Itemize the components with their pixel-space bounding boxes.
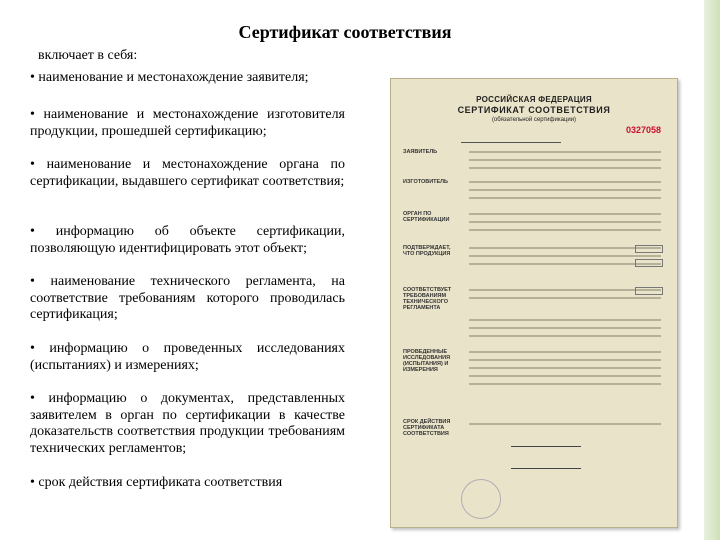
list-item (30, 70, 345, 87)
section-label: ПОДТВЕРЖДАЕТ, ЧТО ПРОДУКЦИЯ (403, 245, 451, 257)
code-box (635, 287, 663, 295)
signature-line (511, 435, 581, 447)
intro-text: включает в себя: (38, 48, 138, 63)
text-line (469, 327, 661, 329)
text-line (469, 383, 661, 385)
text-line (469, 151, 661, 153)
text-line (469, 289, 661, 291)
certificate-number-line (461, 133, 561, 143)
bullet-text: • наименование и местонахождение заявителя; (30, 70, 309, 85)
certificate-content (401, 87, 667, 519)
list-item (30, 391, 345, 457)
section-label: СООТВЕТСТВУЕТ ТРЕБОВАНИЯМ ТЕХНИЧЕСКОГО РЕГЛАМЕНТА (403, 287, 452, 311)
text-line (469, 319, 661, 321)
text-line (469, 255, 661, 257)
text-line (469, 229, 661, 231)
bullet-text: • информацию о документах, представленных заявителем в орган по сертификации в качестве доказательств соответствия продукции требованиям технических регламентов; (30, 391, 345, 456)
text-line (469, 335, 661, 337)
bullet-text: • срок действия сертификата соответствия (30, 475, 282, 490)
section-label: ЗАЯВИТЕЛЬ (403, 149, 438, 155)
signature-line (511, 457, 581, 469)
text-line (469, 197, 661, 199)
certificate-subtitle: (обязательной сертификации) (491, 117, 577, 123)
bullet-text: • наименование технического регламента, на соответствие требованиям которого проводилась сертификация; (30, 274, 345, 322)
bullet-text: • наименование и местонахождение изготовителя продукции, прошедшей сертификацию; (30, 107, 345, 139)
list-item (30, 341, 345, 374)
certificate-title: СЕРТИФИКАТ СООТВЕТСТВИЯ (457, 105, 611, 115)
registration-number: 0327058 (625, 125, 661, 135)
text-line (469, 263, 661, 265)
section-label: ПРОВЕДЕННЫЕ ИССЛЕДОВАНИЯ (ИСПЫТАНИЯ) И ИЗМЕРЕНИЯ (403, 349, 451, 373)
section-label: СРОК ДЕЙСТВИЯ СЕРТИФИКАТА СООТВЕТСТВИЯ (403, 419, 451, 437)
text-line (469, 167, 661, 169)
section-label: ИЗГОТОВИТЕЛЬ (403, 179, 448, 185)
page-title: Сертификат соответствия (238, 22, 452, 42)
list-item (30, 224, 345, 257)
certificate-image (390, 78, 678, 528)
bullet-text: • информацию о проведенных исследованиях (испытаниях) и измерениях; (30, 341, 345, 373)
text-line (469, 423, 661, 425)
code-box (635, 259, 663, 267)
list-item (30, 107, 345, 140)
text-line (469, 221, 661, 223)
bullet-text: • информацию об объекте сертификации, позволяющую идентифицировать этот объект; (30, 224, 345, 256)
text-line (469, 247, 661, 249)
certificate-country: РОССИЙСКАЯ ФЕДЕРАЦИЯ (476, 95, 592, 104)
text-line (469, 375, 661, 377)
text-line (469, 297, 661, 299)
text-line (469, 189, 661, 191)
stamp-mark (461, 479, 501, 519)
bullet-text: • наименование и местонахождение органа по сертификации, выдавшего сертификат соответствия; (30, 157, 345, 189)
text-line (469, 181, 661, 183)
decorative-side-band (704, 0, 720, 540)
page-number: 10 (688, 521, 700, 532)
list-item (30, 475, 345, 492)
text-line (469, 213, 661, 215)
section-label: ОРГАН ПО СЕРТИФИКАЦИИ (403, 211, 450, 223)
text-line (469, 351, 661, 353)
list-item (30, 274, 345, 324)
list-item (30, 157, 345, 190)
text-line (469, 359, 661, 361)
text-line (469, 367, 661, 369)
code-box (635, 245, 663, 253)
text-line (469, 159, 661, 161)
